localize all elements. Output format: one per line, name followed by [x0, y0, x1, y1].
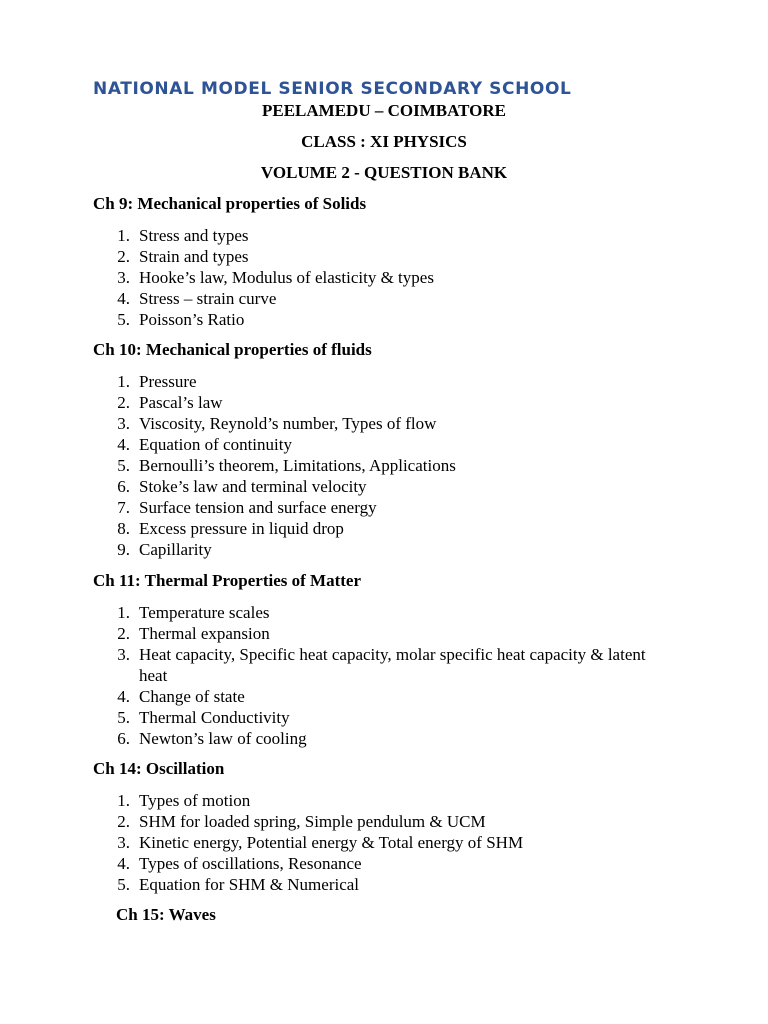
list-item: 4. Equation of continuity — [117, 435, 292, 454]
chapter-heading-15: Ch 15: Waves — [116, 905, 216, 924]
list-item: 3. Viscosity, Reynold’s number, Types of flow — [117, 414, 437, 433]
list-item: 4. Types of oscillations, Resonance — [117, 854, 362, 873]
chapter-heading-11: Ch 11: Thermal Properties of Matter — [93, 571, 361, 590]
school-location: PEELAMEDU – COIMBATORE — [261, 101, 506, 120]
chapter-heading-9: Ch 9: Mechanical properties of Solids — [93, 194, 367, 213]
list-item: 6. Newton’s law of cooling — [117, 729, 307, 748]
topic-list-ch10 — [110, 371, 670, 560]
list-item: 6. Stoke’s law and terminal velocity — [117, 477, 367, 496]
list-item: 4. Change of state — [117, 687, 245, 706]
list-item: 5. Thermal Conductivity — [117, 708, 290, 727]
list-item: 1. Types of motion — [117, 791, 251, 810]
topic-list-ch9 — [110, 225, 670, 330]
class-title: CLASS : XI PHYSICS — [301, 132, 467, 151]
list-item: 5. Equation for SHM & Numerical — [117, 875, 360, 894]
school-name: NATIONAL MODEL SENIOR SECONDARY SCHOOL — [93, 79, 572, 99]
list-item: 7. Surface tension and surface energy — [117, 498, 377, 517]
list-item: 9. Capillarity — [117, 540, 212, 559]
topic-list-ch11 — [110, 602, 670, 749]
chapter-heading-10: Ch 10: Mechanical properties of fluids — [93, 340, 372, 359]
topic-list-ch14 — [110, 790, 670, 895]
chapter-heading-14: Ch 14: Oscillation — [93, 759, 225, 778]
list-item: 2. Pascal’s law — [117, 393, 223, 412]
list-item: 3. Hooke’s law, Modulus of elasticity & types — [117, 268, 434, 287]
list-item: 2. Thermal expansion — [117, 624, 270, 643]
list-item: 2. SHM for loaded spring, Simple pendulum & UCM — [117, 812, 486, 831]
list-item: 5. Bernoulli’s theorem, Limitations, Applications — [117, 456, 456, 475]
volume-title: VOLUME 2 - QUESTION BANK — [260, 163, 508, 182]
list-item: 1. Pressure — [117, 372, 197, 391]
list-item: 5. Poisson’s Ratio — [117, 310, 245, 329]
list-item: 8. Excess pressure in liquid drop — [117, 519, 344, 538]
list-item: 2. Strain and types — [117, 247, 249, 266]
list-item: 1. Stress and types — [117, 226, 249, 245]
list-item: 4. Stress – strain curve — [117, 289, 277, 308]
list-item: 3. Heat capacity, Specific heat capacity, molar specific heat capacity & latent heat — [117, 645, 646, 685]
list-item: 3. Kinetic energy, Potential energy & Total energy of SHM — [117, 833, 524, 852]
list-item: 1. Temperature scales — [117, 603, 270, 622]
